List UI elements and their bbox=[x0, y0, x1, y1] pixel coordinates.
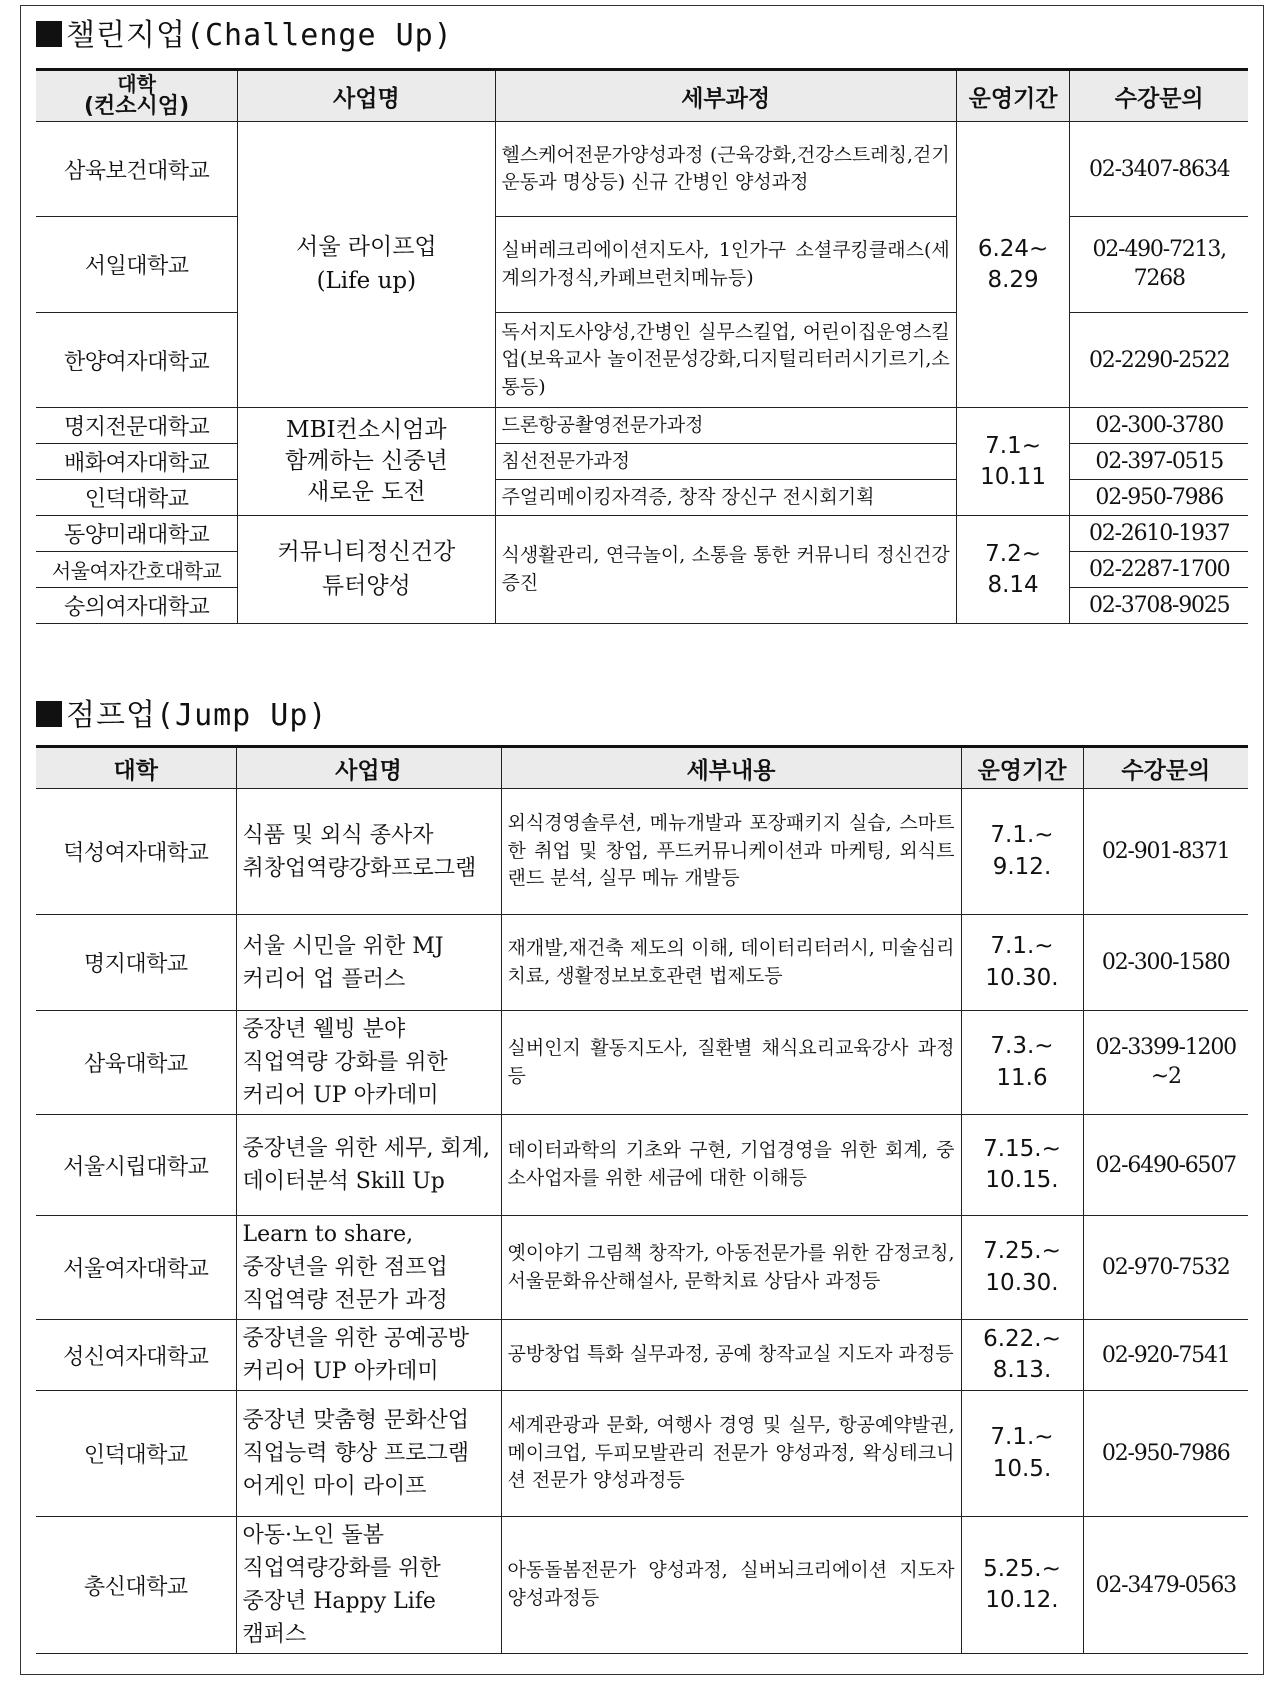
contact-cell: 02-2290-2522 bbox=[1070, 313, 1248, 408]
univ-cell: 성신여자대학교 bbox=[36, 1320, 236, 1391]
challenge-header-row bbox=[36, 70, 1248, 122]
project-cell: 아동·노인 돌봄 직업역량강화를 위한 중장년 Happy Life 캠퍼스 bbox=[236, 1517, 501, 1654]
contact-cell: 02-3399-1200 ~2 bbox=[1083, 1011, 1248, 1115]
header-contact: 수강문의 bbox=[1083, 747, 1248, 789]
detail-cell: 독서지도사양성,간병인 실무스킬업, 어린이집운영스킬업(보육교사 놀이전문성강화,디지털리터러시기르기,소통등) bbox=[495, 313, 956, 408]
detail-cell: 실버인지 활동지도사, 질환별 채식요리교육강사 과정등 bbox=[501, 1011, 961, 1115]
detail-cell: 외식경영솔루션, 메뉴개발과 포장패키지 실습, 스마트한 취업 및 창업, 푸드커뮤니케이션과 마케팅, 외식트랜드 분석, 실무 메뉴 개발등 bbox=[501, 789, 961, 915]
univ-cell: 동양미래대학교 bbox=[36, 516, 238, 552]
detail-cell: 공방창업 특화 실무과정, 공예 창작교실 지도자 과정등 bbox=[501, 1320, 961, 1391]
contact-cell: 02-901-8371 bbox=[1083, 789, 1248, 915]
project-cell: 중장년 웰빙 분야 직업역량 강화를 위한 커리어 UP 아카데미 bbox=[236, 1011, 501, 1115]
contact-cell: 02-2287-1700 bbox=[1070, 552, 1248, 588]
header-detail: 세부과정 bbox=[495, 70, 956, 122]
period-cell: 7.15.~ 10.15. bbox=[961, 1115, 1083, 1216]
table-row bbox=[36, 789, 1248, 915]
contact-cell: 02-970-7532 bbox=[1083, 1216, 1248, 1320]
univ-cell: 명지대학교 bbox=[36, 915, 236, 1011]
univ-cell: 한양여자대학교 bbox=[36, 313, 238, 408]
project-cell: MBI컨소시엄과 함께하는 신중년 새로운 도전 bbox=[238, 408, 495, 516]
challenge-section-title: 챌린지업(Challenge Up) bbox=[36, 10, 453, 54]
detail-cell: 재개발,재건축 제도의 이해, 데이터리터러시, 미술심리치료, 생활정보보호관련 법제도등 bbox=[501, 915, 961, 1011]
contact-cell: 02-6490-6507 bbox=[1083, 1115, 1248, 1216]
period-cell: 7.1.~ 9.12. bbox=[961, 789, 1083, 915]
contact-cell: 02-3708-9025 bbox=[1070, 588, 1248, 624]
period-cell: 7.1.~ 10.30. bbox=[961, 915, 1083, 1011]
period-cell: 6.22.~ 8.13. bbox=[961, 1320, 1083, 1391]
detail-cell: 식생활관리, 연극놀이, 소통을 통한 커뮤니티 정신건강증진 bbox=[495, 516, 956, 624]
univ-cell: 숭의여자대학교 bbox=[36, 588, 238, 624]
detail-cell: 헬스케어전문가양성과정 (근육강화,건강스트레칭,걷기운동과 명상등) 신규 간병인 양성과정 bbox=[495, 122, 956, 217]
challenge-table bbox=[36, 68, 1248, 624]
header-project: 사업명 bbox=[238, 70, 495, 122]
square-bullet-icon bbox=[36, 701, 62, 727]
contact-cell: 02-3407-8634 bbox=[1070, 122, 1248, 217]
header-contact: 수강문의 bbox=[1070, 70, 1248, 122]
detail-cell: 세계관광과 문화, 여행사 경영 및 실무, 항공예약발권, 메이크업, 두피모발관리 전문가 양성과정, 왁싱테크니션 전문가 양성과정등 bbox=[501, 1391, 961, 1517]
square-bullet-icon bbox=[36, 21, 62, 47]
univ-cell: 배화여자대학교 bbox=[36, 444, 238, 480]
contact-cell: 02-300-3780 bbox=[1070, 408, 1248, 444]
univ-cell: 삼육보건대학교 bbox=[36, 122, 238, 217]
univ-cell: 삼육대학교 bbox=[36, 1011, 236, 1115]
period-cell: 7.2~ 8.14 bbox=[956, 516, 1070, 624]
detail-cell: 주얼리메이킹자격증, 창작 장신구 전시회기획 bbox=[495, 480, 956, 516]
contact-cell: 02-397-0515 bbox=[1070, 444, 1248, 480]
table-row bbox=[36, 1320, 1248, 1391]
project-cell: 식품 및 외식 종사자 취창업역량강화프로그램 bbox=[236, 789, 501, 915]
table-row bbox=[36, 122, 1248, 217]
detail-cell: 데이터과학의 기초와 구현, 기업경영을 위한 회계, 중소사업자를 위한 세금에 대한 이해등 bbox=[501, 1115, 961, 1216]
period-cell: 7.3.~ 11.6 bbox=[961, 1011, 1083, 1115]
univ-cell: 인덕대학교 bbox=[36, 1391, 236, 1517]
detail-cell: 실버레크리에이션지도사, 1인가구 소셜쿠킹클래스(세계의가정식,카페브런치메뉴등) bbox=[495, 217, 956, 313]
contact-cell: 02-300-1580 bbox=[1083, 915, 1248, 1011]
period-cell: 7.1~ 10.11 bbox=[956, 408, 1070, 516]
project-cell: 중장년을 위한 세무, 회계, 데이터분석 Skill Up bbox=[236, 1115, 501, 1216]
jump-header-row bbox=[36, 747, 1248, 789]
table-row bbox=[36, 1391, 1248, 1517]
header-detail: 세부내용 bbox=[501, 747, 961, 789]
jump-table bbox=[36, 745, 1248, 1654]
univ-cell: 서울여자간호대학교 bbox=[36, 552, 238, 588]
univ-cell: 서울시립대학교 bbox=[36, 1115, 236, 1216]
period-cell: 6.24~ 8.29 bbox=[956, 122, 1070, 408]
detail-cell: 아동돌봄전문가 양성과정, 실버뇌크리에이션 지도자 양성과정등 bbox=[501, 1517, 961, 1654]
period-cell: 7.25.~ 10.30. bbox=[961, 1216, 1083, 1320]
detail-cell: 침선전문가과정 bbox=[495, 444, 956, 480]
project-cell: 중장년을 위한 공예공방 커리어 UP 아카데미 bbox=[236, 1320, 501, 1391]
univ-cell: 명지전문대학교 bbox=[36, 408, 238, 444]
contact-cell: 02-950-7986 bbox=[1070, 480, 1248, 516]
project-cell: Learn to share,중장년을 위한 점프업 직업역량 전문가 과정 bbox=[236, 1216, 501, 1320]
project-cell: 서울 라이프업 (Life up) bbox=[238, 122, 495, 408]
jump-section-title: 점프업(Jump Up) bbox=[36, 690, 328, 734]
univ-cell: 서일대학교 bbox=[36, 217, 238, 313]
table-row bbox=[36, 1517, 1248, 1654]
period-cell: 5.25.~ 10.12. bbox=[961, 1517, 1083, 1654]
detail-cell: 드론항공촬영전문가과정 bbox=[495, 408, 956, 444]
header-univ: 대학 (컨소시엄) bbox=[36, 70, 238, 122]
table-row bbox=[36, 1216, 1248, 1320]
table-row bbox=[36, 915, 1248, 1011]
contact-cell: 02-920-7541 bbox=[1083, 1320, 1248, 1391]
univ-cell: 인덕대학교 bbox=[36, 480, 238, 516]
univ-cell: 총신대학교 bbox=[36, 1517, 236, 1654]
univ-cell: 서울여자대학교 bbox=[36, 1216, 236, 1320]
table-row bbox=[36, 1115, 1248, 1216]
header-period: 운영기간 bbox=[956, 70, 1070, 122]
period-cell: 7.1.~ 10.5. bbox=[961, 1391, 1083, 1517]
project-cell: 중장년 맞춤형 문화산업 직업능력 향상 프로그램 어게인 마이 라이프 bbox=[236, 1391, 501, 1517]
contact-cell: 02-3479-0563 bbox=[1083, 1517, 1248, 1654]
table-row bbox=[36, 408, 1248, 444]
univ-cell: 덕성여자대학교 bbox=[36, 789, 236, 915]
header-project: 사업명 bbox=[236, 747, 501, 789]
contact-cell: 02-2610-1937 bbox=[1070, 516, 1248, 552]
table-row bbox=[36, 1011, 1248, 1115]
header-univ: 대학 bbox=[36, 747, 236, 789]
table-row bbox=[36, 516, 1248, 552]
project-cell: 커뮤니티정신건강 튜터양성 bbox=[238, 516, 495, 624]
contact-cell: 02-490-7213, 7268 bbox=[1070, 217, 1248, 313]
header-period: 운영기간 bbox=[961, 747, 1083, 789]
contact-cell: 02-950-7986 bbox=[1083, 1391, 1248, 1517]
detail-cell: 옛이야기 그림책 창작가, 아동전문가를 위한 감정코칭, 서울문화유산해설사, 문학치료 상담사 과정등 bbox=[501, 1216, 961, 1320]
project-cell: 서울 시민을 위한 MJ 커리어 업 플러스 bbox=[236, 915, 501, 1011]
